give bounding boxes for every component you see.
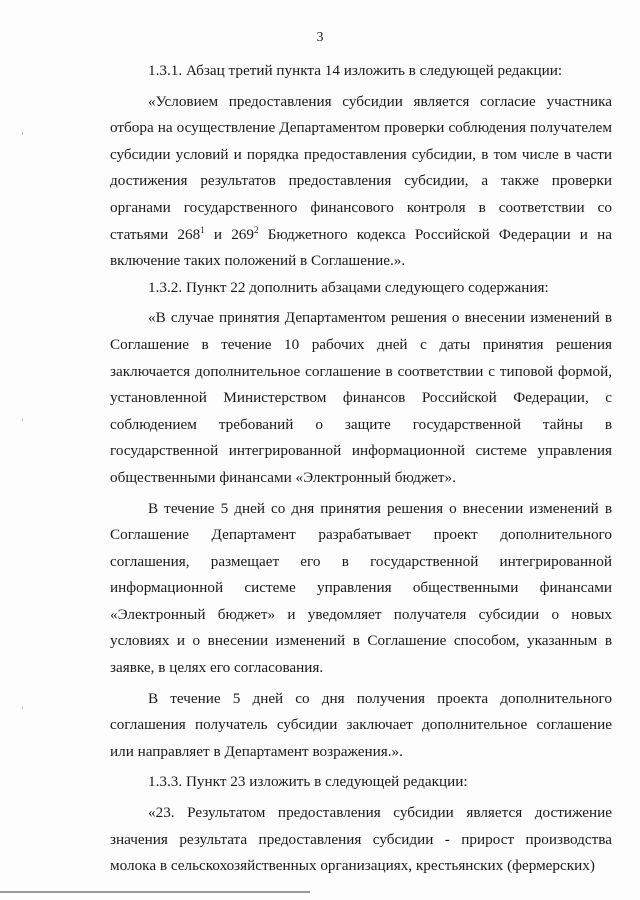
- section-1-3-3-heading: 1.3.3. Пункт 23 изложить в следующей редакции:: [148, 773, 468, 791]
- scan-mark: [22, 706, 23, 709]
- section-1-3-2-paragraph-3: В течение 5 дней со дня получения проекта дополнительного соглашения получатель субсидии заключает дополнительное соглашение или направляет в Департамент возражения.».: [110, 689, 612, 760]
- document-body: [110, 58, 612, 880]
- section-1-3-1-text: [110, 89, 612, 275]
- scan-mark: [22, 132, 23, 135]
- scan-bottom-line: [0, 891, 310, 893]
- section-1-3-3-text: «23. Результатом предоставления субсидии является достижение значения результата предоставления субсидии - прирост производства молока в сельскохозяйственных организациях, крестьянских (фермерских): [110, 804, 612, 875]
- section-1-3-1-heading: 1.3.1. Абзац третий пункта 14 изложить в следующей редакции:: [148, 62, 563, 79]
- superscript-1: 1: [200, 224, 205, 235]
- section-1-3-2-paragraph-1: «В случае принятия Департаментом решения о внесении изменений в Соглашение в течение 10 рабочих дней с даты принятия решения заключается дополнительное соглашение в соответствии с типовой формой, установленной Министерством финансов Российской Федерации, с соблюдением требований о защите государственной тайны в государственной интегрированной информационной системе управления общественными финансами «Электронный бюджет».: [110, 309, 612, 486]
- scan-mark: [22, 418, 23, 421]
- page-number: 3: [316, 30, 324, 45]
- text-run: Бюджетного кодекса Российской Федерации и на включение таких положений в Соглашение.».: [110, 225, 613, 270]
- section-1-3-2-heading: 1.3.2. Пункт 22 дополнить абзацами следующего содержания:: [148, 278, 549, 296]
- section-1-3-2-paragraph-2: В течение 5 дней со дня принятия решения о внесении изменений в Соглашение Департамент разрабатывает проект дополнительного соглашения, размещает его в государственной интегрированной информационной системе управления общественными финансами «Электронный бюджет» и уведомляет получателя субсидии о новых условиях и о внесении изменений в Соглашение способом, указанным в заявке, в целях его согласования.: [110, 499, 612, 677]
- superscript-2: 2: [254, 224, 259, 235]
- text-run: «Условием предоставления субсидии является согласие участника отбора на осуществление Департаментом проверки соблюдения получателем субсидии условий и порядка предоставления субсидии, в том числе в части достижения результатов предоставления субсидии, а также проверки органами государственного финансового контроля в соответствии со статьями 268: [110, 92, 612, 243]
- text-run: и 269: [204, 225, 254, 243]
